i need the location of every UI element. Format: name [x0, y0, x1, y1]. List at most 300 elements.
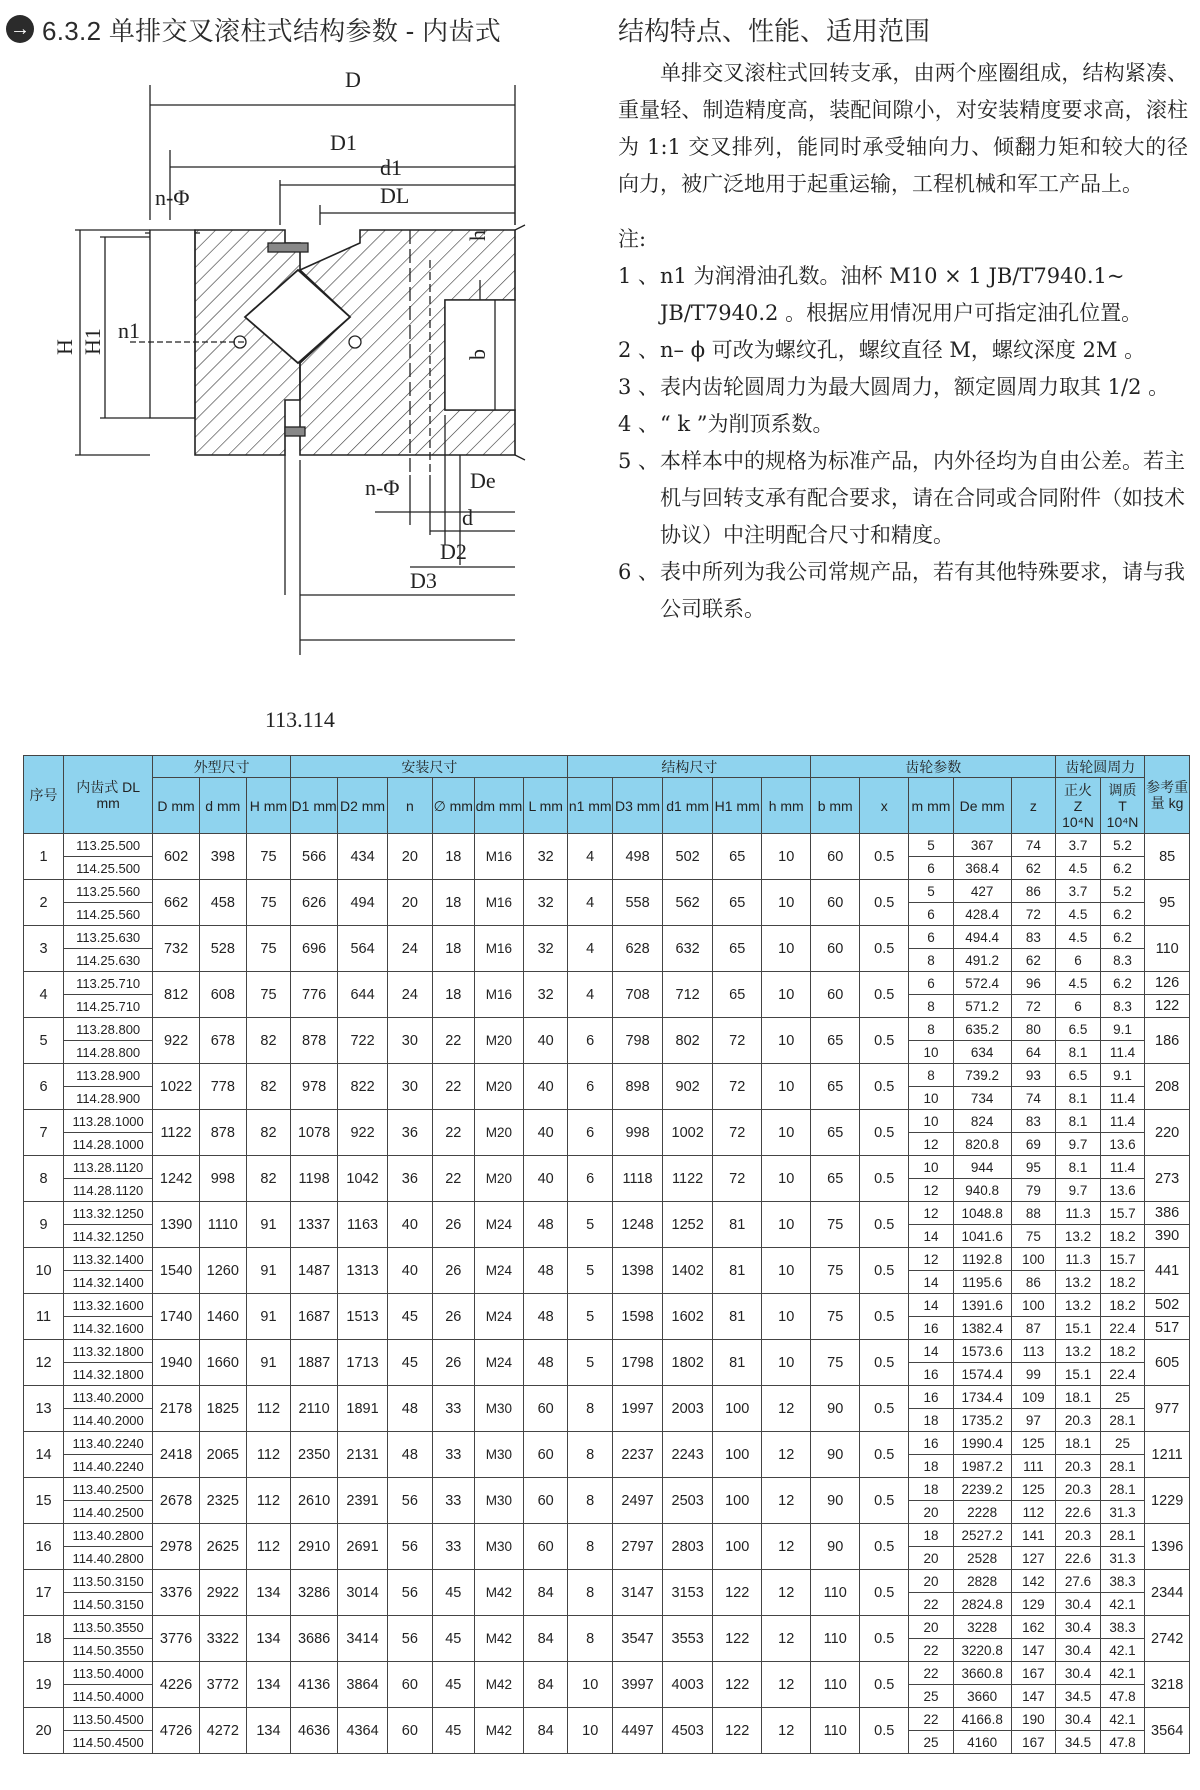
cell-gear-z: 4.5: [1056, 903, 1101, 926]
cell-b: 60: [811, 880, 860, 926]
cell-seq: 7: [24, 1110, 64, 1156]
cell-gear-de: 491.2: [953, 949, 1011, 972]
label-d: d: [462, 505, 473, 530]
table-row: [24, 880, 1190, 903]
cell-d1: 1802: [663, 1340, 713, 1386]
table-row: [24, 1018, 1190, 1041]
cell-d2: 3014: [337, 1570, 387, 1616]
cell-d: 2978: [153, 1524, 200, 1570]
cell-d1: 4636: [291, 1708, 338, 1754]
cell-gear-z: 15.1: [1056, 1317, 1101, 1340]
cell-d1: 632: [663, 926, 713, 972]
cell-gear-de: 1734.4: [953, 1386, 1011, 1409]
table-row: [24, 1662, 1190, 1685]
cell-phi: 45: [432, 1708, 474, 1754]
cell-d3: 498: [612, 834, 662, 880]
table-row: [24, 1156, 1190, 1179]
cell-h: 134: [246, 1570, 291, 1616]
cell-gear-z: 99: [1011, 1363, 1056, 1386]
cell-weight: 390: [1145, 1225, 1190, 1248]
cell-x: 0.5: [860, 1340, 909, 1386]
cell-gear-m: 8: [909, 1064, 954, 1087]
cell-dm: M16: [474, 972, 523, 1018]
label-D: D: [345, 67, 361, 92]
cell-gear-de: 944: [953, 1156, 1011, 1179]
features-title: 结构特点、性能、适用范围: [618, 15, 931, 46]
cell-dl: 114.28.1000: [64, 1133, 153, 1156]
cell-gear-m: 16: [909, 1386, 954, 1409]
cell-gear-t: 9.1: [1100, 1018, 1145, 1041]
note-text: “ k ”为削顶系数。: [660, 412, 834, 436]
cell-d2: 3864: [337, 1662, 387, 1708]
cell-weight: 1229: [1145, 1478, 1190, 1524]
cell-gear-t: 42.1: [1100, 1662, 1145, 1685]
cell-n1: 8: [568, 1432, 613, 1478]
cell-h: 12: [762, 1662, 811, 1708]
cell-h: 91: [246, 1340, 291, 1386]
cell-gear-t: 5.2: [1100, 834, 1145, 857]
note-text: n– ϕ 可改为螺纹孔，螺纹直径 M，螺纹深度 2M 。: [660, 338, 1146, 362]
cell-d: 2922: [199, 1570, 246, 1616]
cell-x: 0.5: [860, 1248, 909, 1294]
cell-l: 84: [523, 1616, 568, 1662]
cell-gear-m: 22: [909, 1639, 954, 1662]
cell-gear-z: 11.3: [1056, 1202, 1101, 1225]
cell-h1: 122: [713, 1708, 762, 1754]
cell-gear-m: 20: [909, 1570, 954, 1593]
cell-dl: 113.25.500: [64, 834, 153, 857]
cell-gear-z: 22.6: [1056, 1501, 1101, 1524]
cell-gear-de: 634: [953, 1041, 1011, 1064]
cell-gear-de: 3660: [953, 1685, 1011, 1708]
table-row: [24, 1616, 1190, 1639]
cell-d: 458: [199, 880, 246, 926]
note-text: 表内齿轮圆周力为最大圆周力，额定圆周力取其 1/2 。: [660, 375, 1170, 399]
cell-dl: 114.50.4500: [64, 1731, 153, 1754]
col-phi: ∅ mm: [432, 778, 474, 834]
cell-d3: 1398: [612, 1248, 662, 1294]
col-dm: dm mm: [474, 778, 523, 834]
cell-weight: 1211: [1145, 1432, 1190, 1478]
cell-d1: 1122: [663, 1156, 713, 1202]
cell-gear-t: 42.1: [1100, 1639, 1145, 1662]
cell-n: 24: [388, 926, 433, 972]
col-H: H mm: [246, 778, 291, 834]
cell-l: 48: [523, 1294, 568, 1340]
cell-d2: 644: [337, 972, 387, 1018]
cell-gear-t: 11.4: [1100, 1041, 1145, 1064]
cell-gear-z: 8.1: [1056, 1041, 1101, 1064]
cell-l: 32: [523, 834, 568, 880]
cell-h: 91: [246, 1294, 291, 1340]
cell-gear-de: 1990.4: [953, 1432, 1011, 1455]
cell-seq: 10: [24, 1248, 64, 1294]
cell-gear-t: 28.1: [1100, 1455, 1145, 1478]
cell-d: 2178: [153, 1386, 200, 1432]
label-De: De: [470, 468, 496, 493]
cell-d: 778: [199, 1064, 246, 1110]
col-dl: 内齿式 DL mm: [64, 756, 153, 834]
cell-gear-z: 30.4: [1056, 1708, 1101, 1731]
cell-n: 36: [388, 1156, 433, 1202]
cell-h: 10: [762, 1156, 811, 1202]
drawing-caption: 113.114: [265, 707, 335, 732]
cell-dl: 113.50.4500: [64, 1708, 153, 1731]
cell-n: 20: [388, 834, 433, 880]
cell-h1: 65: [713, 972, 762, 1018]
cell-l: 60: [523, 1432, 568, 1478]
cell-gear-de: 1041.6: [953, 1225, 1011, 1248]
cell-dm: M24: [474, 1202, 523, 1248]
table-row: [24, 1524, 1190, 1547]
cell-x: 0.5: [860, 1202, 909, 1248]
cell-dl: 114.40.2000: [64, 1409, 153, 1432]
cell-gear-m: 14: [909, 1340, 954, 1363]
cell-gear-z: 127: [1011, 1547, 1056, 1570]
cell-h1: 81: [713, 1202, 762, 1248]
cell-d3: 1598: [612, 1294, 662, 1340]
cell-d1: 4136: [291, 1662, 338, 1708]
cell-n1: 5: [568, 1294, 613, 1340]
table-row: [24, 1386, 1190, 1409]
cell-gear-z: 80: [1011, 1018, 1056, 1041]
cell-gear-z: 111: [1011, 1455, 1056, 1478]
cell-weight: 3564: [1145, 1708, 1190, 1754]
cell-dl: 114.50.4000: [64, 1685, 153, 1708]
cell-d: 4226: [153, 1662, 200, 1708]
cell-gear-t: 25: [1100, 1432, 1145, 1455]
description-paragraph: 单排交叉滚柱式回转支承，由两个座圈组成，结构紧凑、重量轻、制造精度高，装配间隙小，对安装精度要求高，滚柱为 1:1 交叉排列，能同时承受轴向力、倾翻力矩和较大的径向力，被广泛地用于起重运输，工程机械和军工产品上。: [618, 61, 1188, 196]
col-Z-mid: Z: [1073, 797, 1083, 814]
cell-dl: 113.50.3550: [64, 1616, 153, 1639]
cell-d: 2625: [199, 1524, 246, 1570]
col-m: m mm: [909, 778, 954, 834]
table-row: [24, 972, 1190, 995]
cell-gear-m: 12: [909, 1248, 954, 1271]
cell-h: 10: [762, 926, 811, 972]
cell-d1: 1252: [663, 1202, 713, 1248]
cell-h: 75: [246, 880, 291, 926]
label-H: H: [52, 339, 77, 355]
cell-weight: 220: [1145, 1110, 1190, 1156]
cell-d3: 3997: [612, 1662, 662, 1708]
cell-d2: 2691: [337, 1524, 387, 1570]
cell-h: 134: [246, 1616, 291, 1662]
cross-section-drawing: [0, 55, 600, 745]
cell-d2: 1163: [337, 1202, 387, 1248]
cell-dm: M20: [474, 1018, 523, 1064]
cell-phi: 26: [432, 1248, 474, 1294]
cell-gear-z: 167: [1011, 1662, 1056, 1685]
cell-gear-z: 27.6: [1056, 1570, 1101, 1593]
cell-weight: 605: [1145, 1340, 1190, 1386]
cell-d3: 708: [612, 972, 662, 1018]
cell-gear-de: 2228: [953, 1501, 1011, 1524]
cell-dm: M20: [474, 1064, 523, 1110]
cell-gear-z: 97: [1011, 1409, 1056, 1432]
cell-h1: 100: [713, 1386, 762, 1432]
col-weight: 参考重量 kg: [1145, 756, 1190, 834]
group-install: 安装尺寸: [291, 756, 568, 778]
cell-h: 12: [762, 1708, 811, 1754]
cell-b: 65: [811, 1018, 860, 1064]
cell-gear-m: 6: [909, 926, 954, 949]
cell-dl: 114.28.800: [64, 1041, 153, 1064]
cell-d1: 802: [663, 1018, 713, 1064]
note-number: 3 、: [618, 375, 660, 399]
cell-dm: M20: [474, 1110, 523, 1156]
cell-h1: 100: [713, 1432, 762, 1478]
table-row: [24, 1708, 1190, 1731]
cell-h1: 81: [713, 1340, 762, 1386]
col-D3: D3 mm: [612, 778, 662, 834]
cell-phi: 45: [432, 1616, 474, 1662]
cell-gear-de: 2528: [953, 1547, 1011, 1570]
cell-gear-z: 93: [1011, 1064, 1056, 1087]
cell-d2: 922: [337, 1110, 387, 1156]
cell-gear-de: 1192.8: [953, 1248, 1011, 1271]
cell-gear-t: 13.6: [1100, 1133, 1145, 1156]
cell-h1: 65: [713, 834, 762, 880]
cell-dl: 113.28.800: [64, 1018, 153, 1041]
cell-d: 1260: [199, 1248, 246, 1294]
note-text: 本样本中的规格为标准产品，内外径均为自由公差。若主机与回转支承有配合要求，请在合同或合同附件（如技术协议）中注明配合尺寸和精度。: [660, 449, 1185, 547]
cell-d1: 1602: [663, 1294, 713, 1340]
cell-h: 12: [762, 1570, 811, 1616]
cell-dl: 113.28.1000: [64, 1110, 153, 1133]
cell-n: 48: [388, 1432, 433, 1478]
note-item: [618, 443, 1188, 554]
cell-gear-m: 12: [909, 1179, 954, 1202]
cell-h: 10: [762, 1202, 811, 1248]
cell-l: 40: [523, 1110, 568, 1156]
cell-gear-t: 47.8: [1100, 1685, 1145, 1708]
cell-l: 40: [523, 1156, 568, 1202]
cell-gear-z: 88: [1011, 1202, 1056, 1225]
cell-gear-de: 367: [953, 834, 1011, 857]
cell-gear-m: 8: [909, 1018, 954, 1041]
cell-x: 0.5: [860, 926, 909, 972]
cell-weight: 273: [1145, 1156, 1190, 1202]
cell-d: 3322: [199, 1616, 246, 1662]
cell-l: 40: [523, 1018, 568, 1064]
cell-gear-z: 129: [1011, 1593, 1056, 1616]
cell-gear-z: 9.7: [1056, 1133, 1101, 1156]
cell-gear-z: 79: [1011, 1179, 1056, 1202]
cell-d1: 2243: [663, 1432, 713, 1478]
cell-gear-z: 13.2: [1056, 1294, 1101, 1317]
cell-gear-m: 14: [909, 1294, 954, 1317]
cell-h: 12: [762, 1478, 811, 1524]
cell-h: 10: [762, 880, 811, 926]
cell-d1: 2350: [291, 1432, 338, 1478]
cell-gear-de: 2824.8: [953, 1593, 1011, 1616]
cell-d: 732: [153, 926, 200, 972]
cell-gear-z: 8.1: [1056, 1110, 1101, 1133]
cell-n1: 6: [568, 1110, 613, 1156]
cell-gear-de: 3220.8: [953, 1639, 1011, 1662]
cell-h: 12: [762, 1616, 811, 1662]
cell-n: 60: [388, 1662, 433, 1708]
cell-x: 0.5: [860, 1708, 909, 1754]
cell-seq: 1: [24, 834, 64, 880]
note-text: 表中所列为我公司常规产品，若有其他特殊要求，请与我公司联系。: [660, 560, 1185, 621]
cell-phi: 33: [432, 1432, 474, 1478]
col-Z-top: 正火: [1063, 781, 1092, 798]
note-number: 2 、: [618, 338, 660, 362]
cell-gear-t: 38.3: [1100, 1616, 1145, 1639]
cell-seq: 11: [24, 1294, 64, 1340]
cell-d1: 1198: [291, 1156, 338, 1202]
cell-gear-de: 2527.2: [953, 1524, 1011, 1547]
cell-dl: 113.32.1400: [64, 1248, 153, 1271]
label-D3: D3: [410, 568, 437, 593]
col-b: b mm: [811, 778, 860, 834]
col-T-mid: T: [1118, 797, 1127, 814]
cell-d1: 1887: [291, 1340, 338, 1386]
note-number: 6 、: [618, 560, 660, 584]
cell-d2: 434: [337, 834, 387, 880]
cell-dm: M16: [474, 880, 523, 926]
cell-gear-de: 494.4: [953, 926, 1011, 949]
cell-dl: 114.28.900: [64, 1087, 153, 1110]
cell-gear-z: 13.2: [1056, 1271, 1101, 1294]
cell-l: 32: [523, 926, 568, 972]
note-number: 5 、: [618, 449, 660, 473]
cell-h: 10: [762, 1340, 811, 1386]
cell-h1: 122: [713, 1662, 762, 1708]
note-item: [618, 406, 1188, 443]
cell-seq: 16: [24, 1524, 64, 1570]
cell-phi: 33: [432, 1478, 474, 1524]
cell-b: 110: [811, 1708, 860, 1754]
cell-gear-de: 1987.2: [953, 1455, 1011, 1478]
cell-gear-de: 1382.4: [953, 1317, 1011, 1340]
cell-d: 3772: [199, 1662, 246, 1708]
cell-gear-t: 42.1: [1100, 1708, 1145, 1731]
cell-phi: 22: [432, 1110, 474, 1156]
cell-d2: 1713: [337, 1340, 387, 1386]
cell-h: 112: [246, 1432, 291, 1478]
cell-phi: 33: [432, 1524, 474, 1570]
cell-h: 134: [246, 1662, 291, 1708]
cell-gear-z: 75: [1011, 1225, 1056, 1248]
cell-d1: 712: [663, 972, 713, 1018]
cell-dm: M30: [474, 1386, 523, 1432]
cell-h: 134: [246, 1708, 291, 1754]
cell-gear-z: 86: [1011, 880, 1056, 903]
cell-gear-t: 9.1: [1100, 1064, 1145, 1087]
cell-dm: M24: [474, 1248, 523, 1294]
cell-gear-t: 8.3: [1100, 995, 1145, 1018]
table-row: [24, 834, 1190, 857]
table-row: [24, 1432, 1190, 1455]
cell-dl: 113.50.3150: [64, 1570, 153, 1593]
cell-d1: 1402: [663, 1248, 713, 1294]
cell-gear-z: 142: [1011, 1570, 1056, 1593]
cell-gear-z: 83: [1011, 1110, 1056, 1133]
cell-h1: 100: [713, 1524, 762, 1570]
label-n1: n1: [118, 318, 140, 343]
cell-l: 48: [523, 1202, 568, 1248]
cell-gear-m: 20: [909, 1616, 954, 1639]
cell-l: 32: [523, 880, 568, 926]
cell-h: 12: [762, 1386, 811, 1432]
cell-dl: 113.40.2500: [64, 1478, 153, 1501]
cell-dl: 113.28.900: [64, 1064, 153, 1087]
label-d1: d1: [380, 155, 402, 180]
cell-gear-m: 6: [909, 972, 954, 995]
cell-h1: 72: [713, 1064, 762, 1110]
cell-gear-de: 427: [953, 880, 1011, 903]
cell-gear-t: 18.2: [1100, 1225, 1145, 1248]
cell-n1: 10: [568, 1708, 613, 1754]
cell-x: 0.5: [860, 1570, 909, 1616]
cell-gear-z: 190: [1011, 1708, 1056, 1731]
cell-n1: 8: [568, 1478, 613, 1524]
note-text: n1 为润滑油孔数。油杯 M10 × 1 JB/T7940.1~ JB/T7940.2 。根据应用情况用户可指定油孔位置。: [660, 264, 1143, 325]
cell-x: 0.5: [860, 1018, 909, 1064]
cell-h: 75: [246, 926, 291, 972]
cell-n1: 5: [568, 1248, 613, 1294]
cell-n1: 8: [568, 1570, 613, 1616]
cell-x: 0.5: [860, 972, 909, 1018]
cell-b: 90: [811, 1478, 860, 1524]
cell-gear-m: 18: [909, 1455, 954, 1478]
cell-gear-de: 2828: [953, 1570, 1011, 1593]
cell-gear-de: 734: [953, 1087, 1011, 1110]
cell-gear-z: 87: [1011, 1317, 1056, 1340]
cell-gear-z: 6: [1056, 995, 1101, 1018]
cell-seq: 15: [24, 1478, 64, 1524]
cell-gear-z: 18.1: [1056, 1386, 1101, 1409]
group-force: 齿轮圆周力: [1056, 756, 1145, 778]
cell-gear-m: 5: [909, 880, 954, 903]
cell-gear-t: 6.2: [1100, 926, 1145, 949]
cell-h: 82: [246, 1018, 291, 1064]
cell-dl: 113.32.1600: [64, 1294, 153, 1317]
cell-h1: 81: [713, 1248, 762, 1294]
cell-dl: 113.32.1800: [64, 1340, 153, 1363]
cell-b: 110: [811, 1662, 860, 1708]
cell-gear-de: 4160: [953, 1731, 1011, 1754]
cell-dl: 114.25.560: [64, 903, 153, 926]
cell-dl: 113.25.560: [64, 880, 153, 903]
note-item: [618, 369, 1188, 406]
cell-h: 82: [246, 1064, 291, 1110]
cell-d1: 2910: [291, 1524, 338, 1570]
cell-d: 398: [199, 834, 246, 880]
cell-n: 45: [388, 1294, 433, 1340]
cell-d: 528: [199, 926, 246, 972]
cell-gear-z: 18.1: [1056, 1432, 1101, 1455]
cell-gear-m: 18: [909, 1409, 954, 1432]
col-d: d mm: [199, 778, 246, 834]
cell-n1: 6: [568, 1156, 613, 1202]
col-Z-unit: 10⁴N: [1062, 813, 1094, 830]
cell-l: 84: [523, 1662, 568, 1708]
cell-h: 10: [762, 972, 811, 1018]
cell-h: 75: [246, 972, 291, 1018]
cell-b: 65: [811, 1156, 860, 1202]
cell-gear-t: 18.2: [1100, 1271, 1145, 1294]
cell-d1: 696: [291, 926, 338, 972]
cell-x: 0.5: [860, 1294, 909, 1340]
cell-d: 4726: [153, 1708, 200, 1754]
cell-l: 84: [523, 1570, 568, 1616]
cell-d3: 1997: [612, 1386, 662, 1432]
cell-gear-m: 18: [909, 1478, 954, 1501]
